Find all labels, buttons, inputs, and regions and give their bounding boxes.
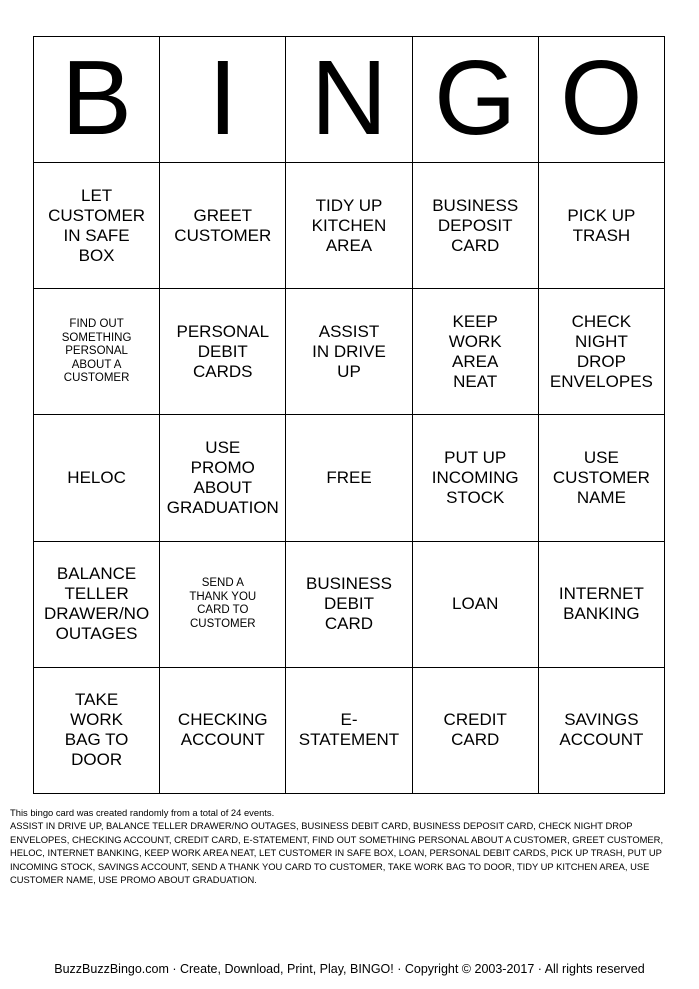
bingo-cell-line: TELLER <box>64 584 129 604</box>
bingo-cell-line: CHECK <box>571 311 632 331</box>
bingo-cell-line: BOX <box>78 245 115 265</box>
bingo-cell-line: SOMETHING <box>61 331 132 344</box>
bingo-cell-line: BAG TO <box>64 730 129 750</box>
bingo-cell-line: KITCHEN <box>311 215 387 235</box>
bingo-cell <box>413 415 539 541</box>
bingo-cell-text <box>178 710 268 750</box>
bingo-cell <box>286 542 412 668</box>
bingo-cell-line: AREA <box>325 235 373 255</box>
header-letter-o <box>539 37 665 163</box>
header-letter-b <box>34 37 160 163</box>
bingo-cell-line: ASSIST <box>318 321 380 341</box>
bingo-cell-line: USE <box>583 448 619 468</box>
bingo-cell-line: THANK YOU <box>189 590 257 603</box>
bingo-cell <box>286 415 412 541</box>
bingo-cell-line: CUSTOMER <box>552 468 650 488</box>
bingo-cell-line: CARD <box>324 614 374 634</box>
bingo-cell-text <box>65 690 129 770</box>
bingo-cell-line: DOOR <box>71 750 123 770</box>
bingo-cell <box>286 668 412 794</box>
footer-copyright: BuzzBuzzBingo.com · Create, Download, Print, Play, BINGO! · Copyright © 2003-2017 · All rights reserved <box>54 962 645 976</box>
bingo-cell-text <box>449 312 502 392</box>
bingo-cell-line: CUSTOMER <box>48 205 146 225</box>
bingo-cell-line: INCOMING <box>431 468 519 488</box>
bingo-cell-line: PERSONAL <box>176 321 270 341</box>
bingo-card <box>33 36 665 794</box>
bingo-cell-line: STOCK <box>446 488 505 508</box>
bingo-cell-line: ACCOUNT <box>559 730 644 750</box>
card-info-summary: This bingo card was created randomly from a total of 24 events. <box>10 807 275 818</box>
bingo-cell <box>539 668 665 794</box>
bingo-cell-line: GRADUATION <box>166 498 279 518</box>
bingo-cell-text <box>553 448 650 508</box>
bingo-cell-line: ABOUT <box>193 478 253 498</box>
bingo-cell-line: INTERNET <box>558 584 644 604</box>
bingo-cell-line: DEBIT <box>197 341 248 361</box>
card-info-events: ASSIST IN DRIVE UP, BALANCE TELLER DRAWER/NO OUTAGES, BUSINESS DEBIT CARD, BUSINESS DEPOSIT CARD, CHECK NIGHT DROP ENVELOPES, CHECKING ACCOUNT, CREDIT CARD, E-STATEMENT, FIND OUT SOMETHING PERSONAL ABOUT A CUSTOMER, GREET CUSTOMER, HELOC, INTERNET BANKING, KEEP WORK AREA NEAT, LET CUSTOMER IN SAFE BOX, LOAN, PERSONAL DEBIT CARDS, PICK UP TRASH, PUT UP INCOMING STOCK, SAVINGS ACCOUNT, SEND A THANK YOU CARD TO CUSTOMER, TAKE WORK BAG TO DOOR, TIDY UP KITCHEN AREA, USE CUSTOMER NAME, USE PROMO ABOUT GRADUATION. <box>10 820 664 886</box>
bingo-cell <box>160 163 286 289</box>
bingo-cell <box>34 289 160 415</box>
bingo-cell <box>160 668 286 794</box>
bingo-cell <box>539 163 665 289</box>
bingo-cell-line: E-STATEMENT <box>298 710 400 750</box>
bingo-cell-line: BUSINESS <box>432 195 519 215</box>
bingo-cell-line: CREDIT <box>443 710 507 730</box>
bingo-cell-text <box>567 206 635 246</box>
bingo-cell-line: ACCOUNT <box>180 730 265 750</box>
bingo-cell-line: UP <box>337 361 361 381</box>
bingo-cell-text <box>62 318 132 386</box>
bingo-cell-text <box>174 206 271 246</box>
bingo-cell-line: CARD <box>451 235 500 255</box>
bingo-cell-line: USE <box>205 438 241 458</box>
bingo-cell-line: CUSTOMER <box>63 372 130 385</box>
bingo-cell <box>413 289 539 415</box>
bingo-cell-line: NAME <box>576 488 626 508</box>
bingo-cell-line: HELOC <box>67 468 126 488</box>
bingo-cell-text <box>326 468 371 488</box>
bingo-cell-text <box>312 322 386 382</box>
bingo-cell-text <box>550 312 653 392</box>
bingo-cell-text <box>176 322 269 382</box>
bingo-cell-text <box>432 196 518 256</box>
bingo-cell-line: ABOUT A <box>71 358 122 371</box>
bingo-cell-text <box>452 594 498 614</box>
bingo-cell-text <box>67 468 126 488</box>
bingo-cell-line: AREA <box>452 351 499 371</box>
card-info <box>10 806 690 886</box>
bingo-cell-line: GREET <box>193 205 253 225</box>
bingo-cell-line: BANKING <box>563 604 640 624</box>
header-letter-text: G <box>433 38 517 157</box>
bingo-cell-line: FIND OUT <box>69 318 124 331</box>
bingo-cell <box>34 542 160 668</box>
bingo-cell-line: IN SAFE <box>63 225 130 245</box>
header-letter-text: O <box>560 38 643 157</box>
bingo-cell-text <box>292 710 405 750</box>
bingo-cell-line: TAKE <box>75 690 119 710</box>
bingo-cell-line: WORK <box>448 331 502 351</box>
bingo-cell-line: LET <box>80 185 113 205</box>
bingo-cell-line: CHECKING <box>177 710 268 730</box>
bingo-cell-line: OUTAGES <box>55 624 138 644</box>
bingo-cell-text <box>306 574 392 634</box>
bingo-cell-line: CUSTOMER <box>174 225 272 245</box>
bingo-cell-text <box>44 564 149 644</box>
bingo-cell-line: DRAWER/NO <box>44 604 150 624</box>
bingo-cell-line: KEEP <box>452 311 498 331</box>
bingo-cell-line: TIDY UP <box>315 195 383 215</box>
bingo-cell <box>413 163 539 289</box>
bingo-cell-line: FREE <box>326 468 372 488</box>
bingo-cell <box>160 415 286 541</box>
header-letter-i <box>160 37 286 163</box>
bingo-cell <box>160 289 286 415</box>
bingo-cell-line: PUT UP <box>444 448 507 468</box>
bingo-cell <box>286 289 412 415</box>
bingo-cell-line: NEAT <box>453 371 498 391</box>
bingo-cell-text <box>432 448 519 508</box>
bingo-cell-line: DEBIT <box>323 594 375 614</box>
bingo-cell <box>34 415 160 541</box>
bingo-cell <box>34 668 160 794</box>
bingo-cell-line: BUSINESS <box>306 574 392 594</box>
bingo-cell-line: SAVINGS <box>564 710 639 730</box>
bingo-cell <box>160 542 286 668</box>
bingo-cell-text <box>167 438 279 518</box>
header-letter-text: N <box>310 38 388 157</box>
bingo-cell <box>34 163 160 289</box>
bingo-cell-text <box>312 196 387 256</box>
bingo-cell <box>539 542 665 668</box>
bingo-cell-line: CARD TO <box>197 604 249 617</box>
bingo-cell-line: LOAN <box>452 594 499 614</box>
bingo-cell-line: DEPOSIT <box>437 215 513 235</box>
bingo-cell <box>539 415 665 541</box>
header-letter-text: B <box>61 38 132 157</box>
bingo-cell-line: PROMO <box>190 458 255 478</box>
bingo-cell <box>286 163 412 289</box>
bingo-cell-line: WORK <box>70 710 124 730</box>
bingo-cell-line: IN DRIVE <box>312 341 386 361</box>
bingo-cell-text <box>559 584 644 624</box>
bingo-cell <box>413 542 539 668</box>
header-letter-n <box>286 37 412 163</box>
bingo-cell-line: BALANCE <box>56 564 137 584</box>
bingo-cell-line: DROP <box>576 351 626 371</box>
bingo-cell-line: PERSONAL <box>65 345 128 358</box>
bingo-cell-line: PICK UP <box>567 205 636 225</box>
bingo-cell-line: ENVELOPES <box>549 371 653 391</box>
bingo-cell-line: NIGHT <box>574 331 628 351</box>
bingo-cell-line: CUSTOMER <box>189 617 256 630</box>
bingo-cell-text <box>444 710 507 750</box>
bingo-cell-line: SEND A <box>201 577 244 590</box>
bingo-cell <box>539 289 665 415</box>
bingo-cell-line: CARD <box>451 730 500 750</box>
bingo-cell <box>413 668 539 794</box>
bingo-cell-line: CARDS <box>193 361 253 381</box>
bingo-cell-line: TRASH <box>572 225 631 245</box>
bingo-cell-text <box>559 710 643 750</box>
bingo-cell-text <box>189 577 256 631</box>
bingo-cell-text <box>48 186 145 266</box>
header-letter-g <box>413 37 539 163</box>
header-letter-text: I <box>208 38 238 157</box>
